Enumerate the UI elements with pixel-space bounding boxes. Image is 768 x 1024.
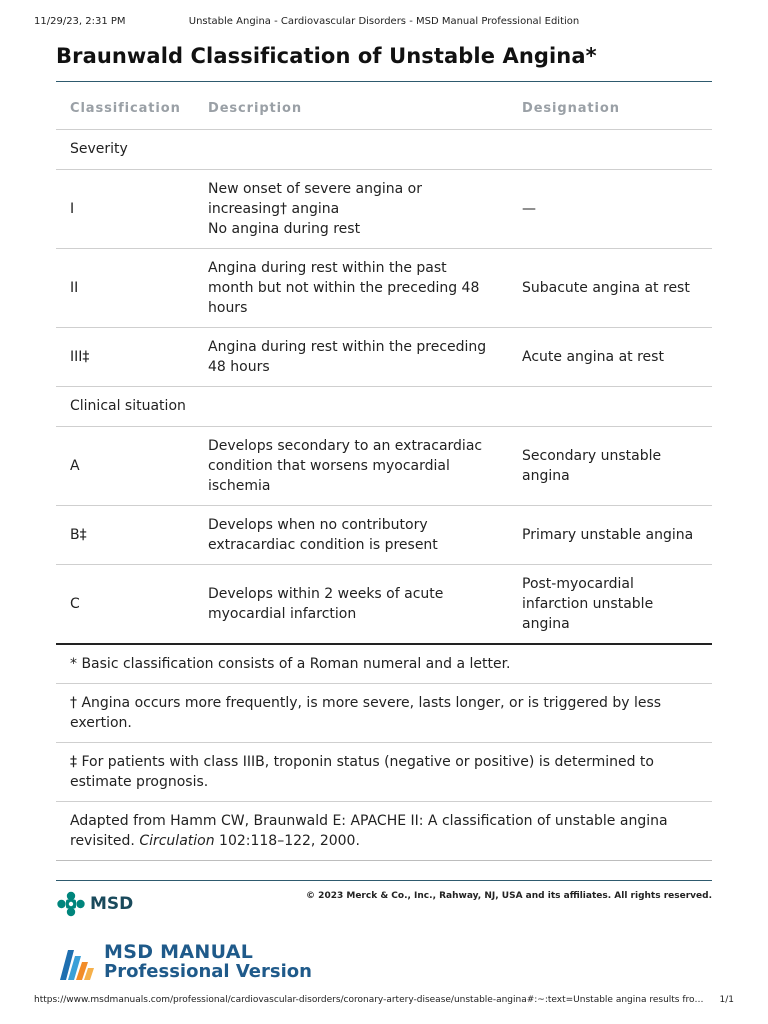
header-description: Description [194,89,508,129]
manual-logo-line2: Professional Version [104,961,312,982]
print-datetime: 11/29/23, 2:31 PM [34,16,126,27]
table-row [56,248,712,327]
footnote-row [56,644,712,684]
page-number: 1/1 [719,995,734,1005]
source-suffix: 102:118–122, 2000. [214,832,360,849]
cell-designation: — [508,169,712,248]
print-page-title: Unstable Angina - Cardiovascular Disorders - MSD Manual Professional Edition [188,16,580,27]
table-row [56,564,712,644]
cell-classification: I [56,169,194,248]
source-journal: Circulation [139,832,215,849]
cell-description [194,169,508,248]
print-header [34,16,734,30]
footnote-row [56,683,712,742]
manual-logo-line1: MSD MANUAL [104,941,254,963]
msd-logo-text: MSD [90,894,134,914]
msd-logo-icon [56,891,86,917]
footer-divider [56,880,712,881]
source-row [56,801,712,860]
table-header-row [56,89,712,129]
section-row-severity [56,129,712,169]
header-classification: Classification [56,89,194,129]
cell-classification: B‡ [56,505,194,564]
cell-designation: Subacute angina at rest [508,248,712,327]
print-footer [34,995,734,1007]
section-row-clinical [56,386,712,426]
copyright-notice: © 2023 Merck & Co., Inc., Rahway, NJ, USA and its affiliates. All rights reserved. [306,891,712,901]
msd-manual-emblem-icon [56,942,96,982]
cell-description: Angina during rest within the past month but not within the preceding 48 hours [194,248,508,327]
cell-designation: Secondary unstable angina [508,426,712,505]
print-url[interactable]: https://www.msdmanuals.com/professional/cardiovascular-disorders/coronary-artery-disease/unstable-angina#:~:text=Unstable angina results fro… [34,995,704,1005]
description-line: increasing† angina [208,200,340,217]
cell-classification: II [56,248,194,327]
section-label: Clinical situation [56,386,712,426]
description-line: No angina during rest [208,220,361,237]
cell-classification: A [56,426,194,505]
page-title: Braunwald Classification of Unstable Angina* [56,44,597,68]
cell-description: Develops within 2 weeks of acute myocardial infarction [194,564,508,644]
footnote: ‡ For patients with class IIIB, troponin status (negative or positive) is determined to estimate prognosis. [56,742,712,801]
cell-description: Angina during rest within the preceding 48 hours [194,327,508,386]
table-row [56,426,712,505]
footnote: * Basic classification consists of a Roman numeral and a letter. [56,644,712,684]
source-citation [56,801,712,860]
cell-classification: III‡ [56,327,194,386]
section-label: Severity [56,129,712,169]
title-divider [56,81,712,82]
footnote: † Angina occurs more frequently, is more severe, lasts longer, or is triggered by less exertion. [56,683,712,742]
source-prefix: Adapted from Hamm CW, Braunwald E: APACHE II: A classification of unstable angina revisited. [70,812,668,849]
cell-designation: Acute angina at rest [508,327,712,386]
cell-description: Develops secondary to an extracardiac condition that worsens myocardial ischemia [194,426,508,505]
cell-designation: Primary unstable angina [508,505,712,564]
cell-designation: Post-myocardial infarction unstable angina [508,564,712,644]
classification-table [56,89,712,861]
msd-manual-logo[interactable] [56,942,316,982]
table-row [56,327,712,386]
header-designation: Designation [508,89,712,129]
description-line: New onset of severe angina or [208,180,422,197]
footnote-row [56,742,712,801]
cell-description: Develops when no contributory extracardiac condition is present [194,505,508,564]
table-row [56,169,712,248]
cell-classification: C [56,564,194,644]
table-row [56,505,712,564]
msd-logo[interactable] [56,891,136,917]
